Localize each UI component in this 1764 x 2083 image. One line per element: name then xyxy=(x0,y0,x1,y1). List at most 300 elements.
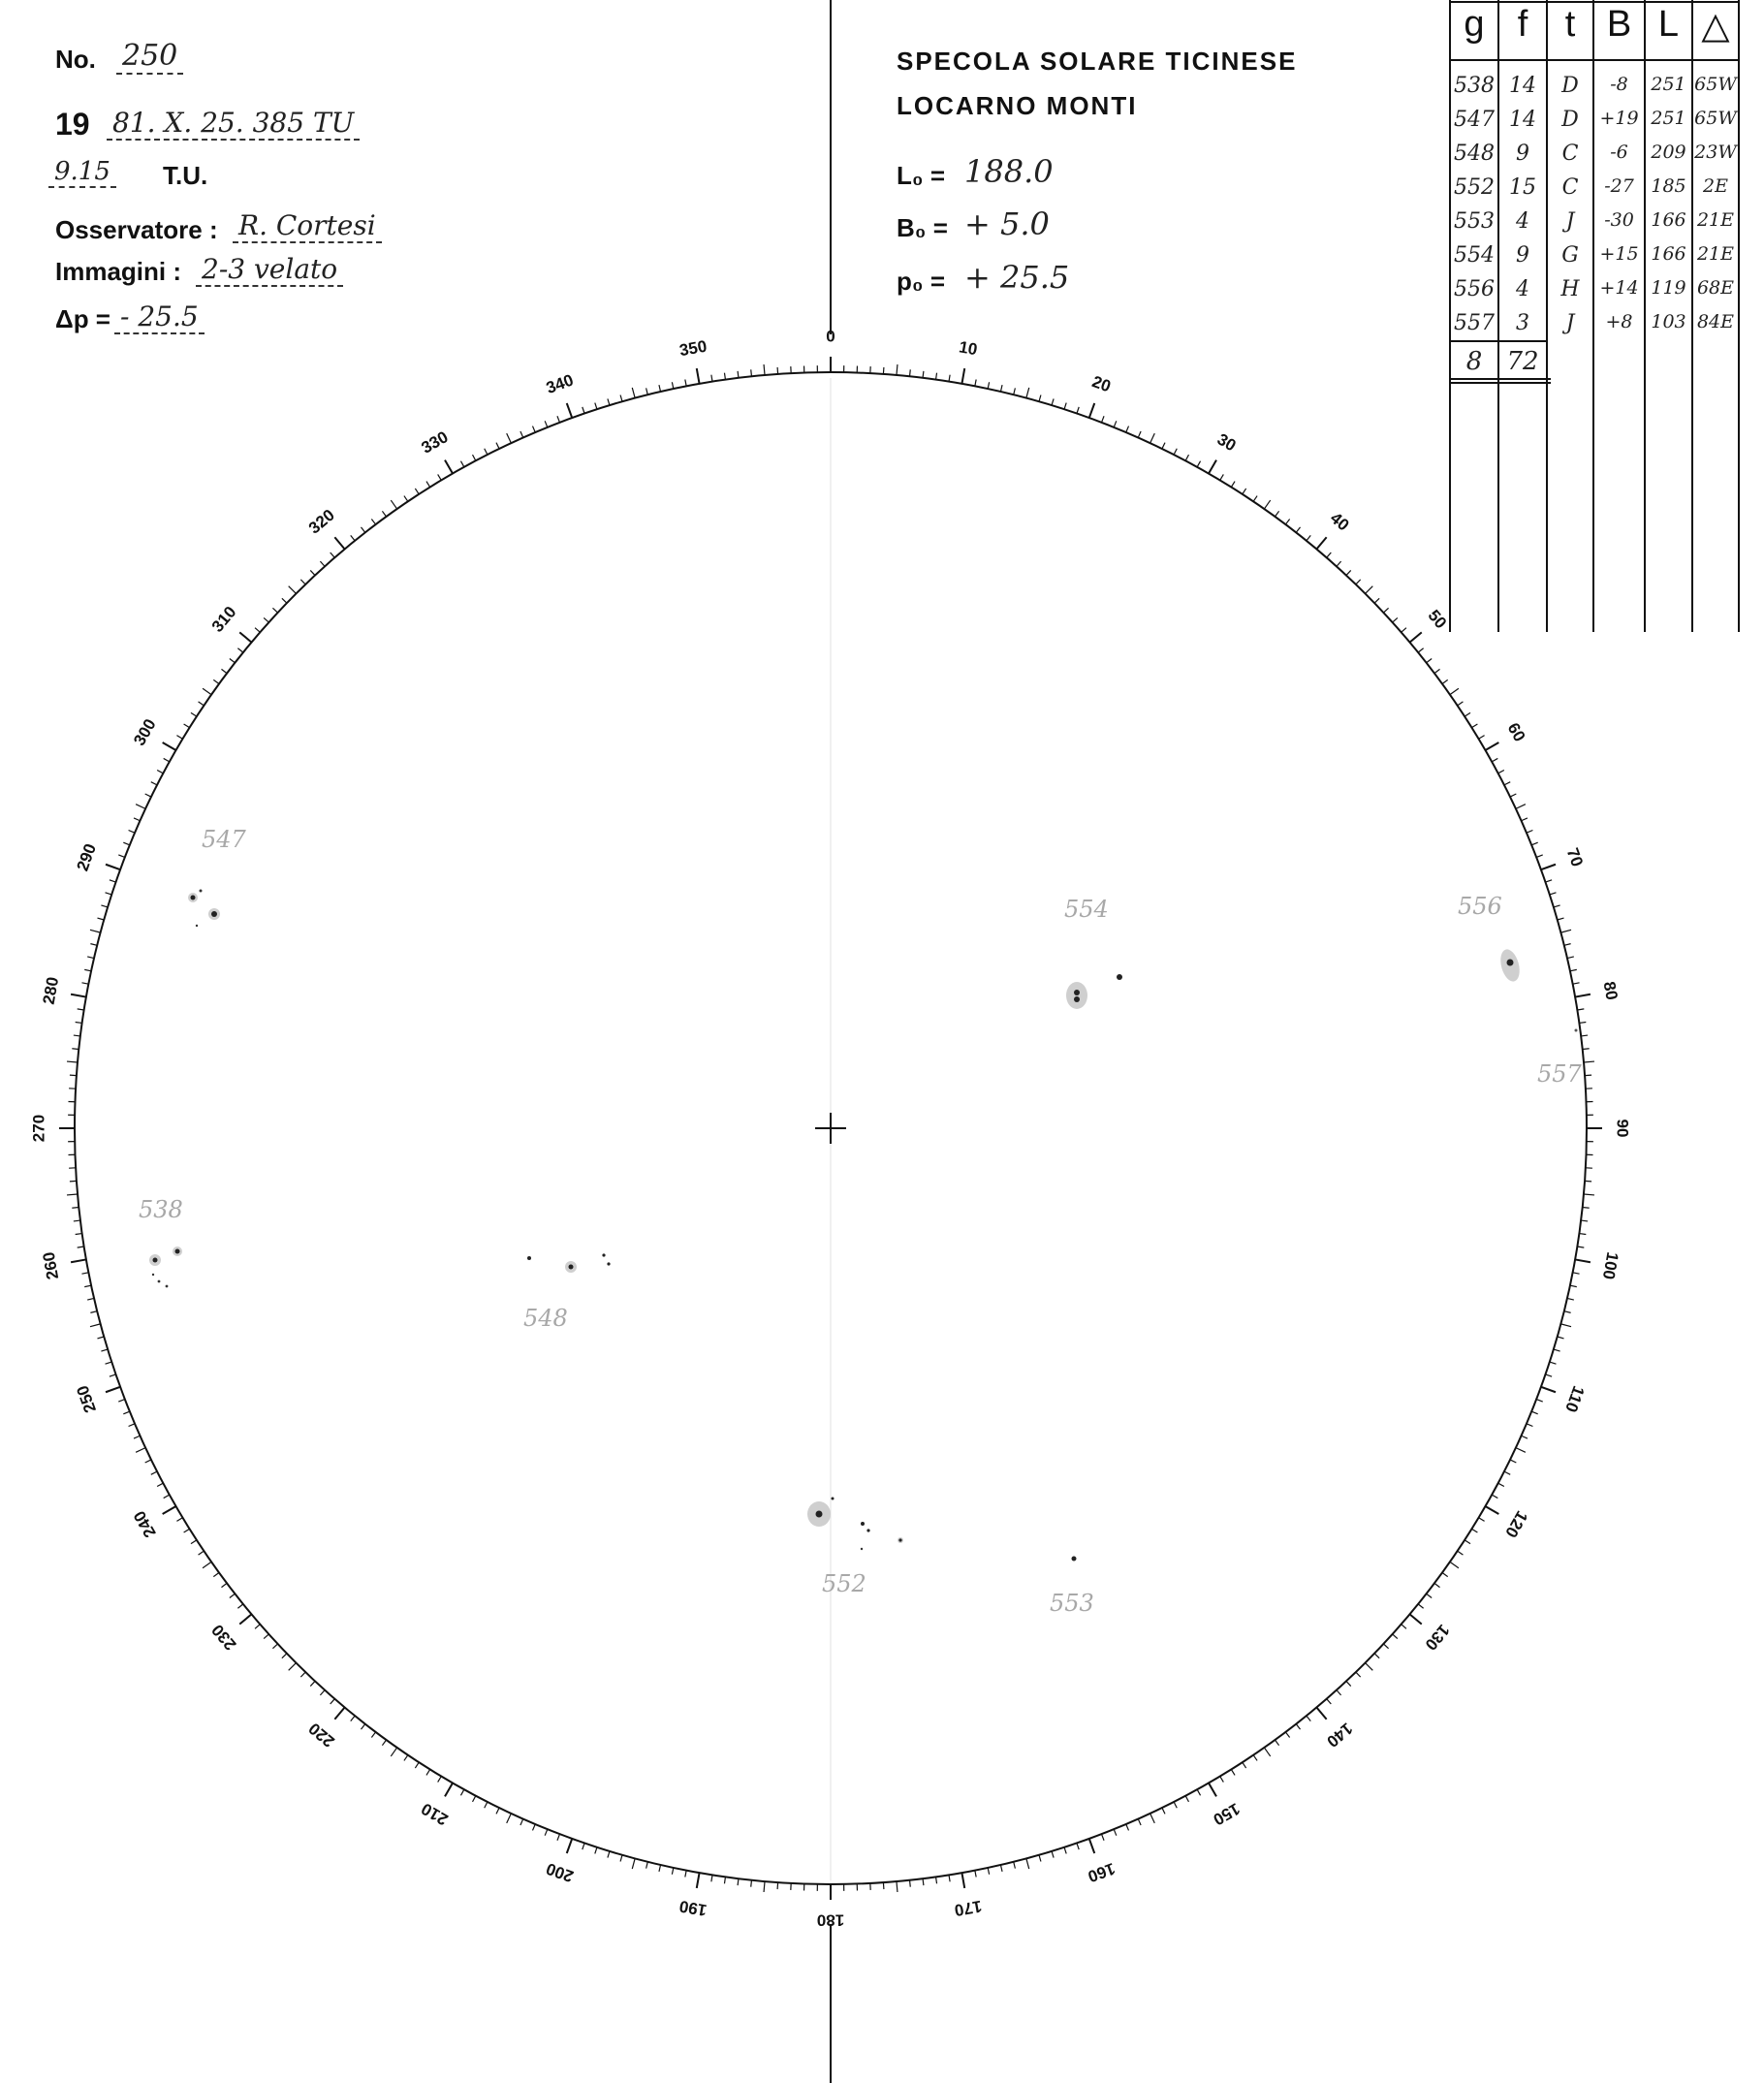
scale-tick xyxy=(101,905,108,907)
scale-tick xyxy=(289,586,297,594)
scale-tick xyxy=(936,1877,937,1883)
scale-tick xyxy=(1316,1708,1326,1720)
scale-tick xyxy=(1296,527,1300,533)
scale-tick xyxy=(1584,1194,1594,1195)
scale-tick xyxy=(520,431,523,437)
region-label-554: 554 xyxy=(1064,896,1109,923)
scale-tick xyxy=(1410,1614,1422,1624)
scale-tick xyxy=(1579,1022,1586,1023)
scale-tick xyxy=(239,632,251,642)
scale-tick xyxy=(136,805,145,809)
scale-tick xyxy=(163,742,176,750)
scale-label: 230 xyxy=(207,1621,240,1655)
sunspot-group-557 xyxy=(1575,1029,1578,1032)
scale-tick xyxy=(1550,893,1557,895)
b0-value: + 5.0 xyxy=(964,205,1050,242)
scale-tick xyxy=(1346,570,1351,575)
scale-label: 20 xyxy=(1089,372,1114,396)
scale-tick xyxy=(1516,1448,1526,1453)
scale-tick xyxy=(595,1847,597,1854)
scale-tick xyxy=(659,385,661,392)
scale-tick xyxy=(711,1875,712,1881)
scale-tick xyxy=(910,369,911,376)
scale-tick xyxy=(608,1851,610,1858)
table-cell-group: 553 xyxy=(1454,209,1495,234)
total-spots: 72 xyxy=(1506,347,1539,376)
scale-tick xyxy=(1531,842,1537,845)
scale-tick xyxy=(361,1724,364,1730)
observer-value: R. Cortesi xyxy=(233,209,382,243)
scale-tick xyxy=(1052,1851,1054,1858)
scale-tick xyxy=(1516,805,1526,809)
table-cell-spots: 14 xyxy=(1509,74,1536,98)
scale-tick xyxy=(961,368,964,384)
scale-tick xyxy=(1479,736,1485,740)
scale-label: 310 xyxy=(207,602,240,636)
scale-tick xyxy=(1498,771,1504,773)
scale-tick xyxy=(1275,511,1278,517)
scale-tick xyxy=(1450,1562,1459,1567)
scale-tick xyxy=(81,1273,88,1274)
sunspot-group-554 xyxy=(1066,974,1122,1009)
scale-tick xyxy=(1442,1572,1448,1576)
scale-tick xyxy=(485,1802,488,1808)
scale-tick xyxy=(507,1814,512,1823)
scale-tick xyxy=(507,433,512,443)
table-cell-group: 548 xyxy=(1454,142,1495,166)
scale-tick xyxy=(1316,537,1326,549)
region-label-552: 552 xyxy=(822,1570,866,1597)
scale-tick xyxy=(1434,1583,1440,1587)
scale-label: 40 xyxy=(1326,508,1353,535)
scale-label: 100 xyxy=(1598,1250,1622,1281)
scale-tick xyxy=(123,842,129,845)
scale-tick xyxy=(1527,1424,1532,1427)
region-label-553: 553 xyxy=(1050,1590,1094,1617)
table-cell-cmd: 65W xyxy=(1694,108,1737,129)
scale-tick xyxy=(164,1495,170,1498)
scale-tick xyxy=(1575,1259,1591,1262)
scale-tick xyxy=(331,1699,335,1704)
scale-tick xyxy=(1418,1604,1423,1608)
table-cell-cmd: 68E xyxy=(1696,277,1735,299)
scale-tick xyxy=(191,712,197,716)
p0-label: p₀ = xyxy=(897,267,946,296)
scale-tick xyxy=(1465,712,1470,716)
scale-tick xyxy=(320,561,325,566)
scale-tick xyxy=(300,580,305,584)
scale-tick xyxy=(382,511,386,517)
scale-tick xyxy=(1138,431,1141,437)
table-cell-group: 552 xyxy=(1454,175,1495,200)
table-cell-lon: 166 xyxy=(1651,243,1686,265)
table-cell-lon: 209 xyxy=(1651,142,1686,163)
scale-tick xyxy=(1052,398,1054,405)
scale-tick xyxy=(1253,496,1257,502)
scale-tick xyxy=(1077,1844,1079,1850)
scale-tick xyxy=(272,608,277,613)
scale-tick xyxy=(445,1783,453,1796)
scale-tick xyxy=(1427,658,1433,662)
scale-tick xyxy=(426,482,430,488)
scale-tick xyxy=(426,1769,430,1775)
scale-tick xyxy=(1458,1551,1464,1555)
scale-tick xyxy=(145,1460,151,1463)
scale-tick xyxy=(1356,1672,1361,1677)
scale-tick xyxy=(1418,648,1423,652)
scale-tick xyxy=(473,1796,476,1802)
scale-tick xyxy=(334,1708,344,1720)
scale-tick xyxy=(1471,724,1477,728)
disk-center-cross xyxy=(815,1113,846,1144)
scale-label: 80 xyxy=(1599,980,1622,1002)
l0-label: L₀ = xyxy=(897,161,946,190)
scale-tick xyxy=(74,1220,80,1221)
header-delta: △ xyxy=(1701,6,1730,47)
table-cell-cmd: 65W xyxy=(1694,74,1737,95)
scale-tick xyxy=(520,1819,523,1825)
scale-tick xyxy=(1383,608,1388,613)
number-label: No. xyxy=(55,45,96,74)
scale-tick xyxy=(1570,969,1577,970)
scale-tick xyxy=(1560,930,1571,932)
scale-tick xyxy=(310,570,315,575)
scale-tick xyxy=(532,1824,535,1830)
scale-tick xyxy=(1114,1829,1117,1835)
scale-tick xyxy=(949,375,950,382)
scale-tick xyxy=(949,1875,950,1881)
images-label: Immagini : xyxy=(55,257,182,286)
scale-tick xyxy=(74,1035,80,1036)
scale-label: 220 xyxy=(304,1719,338,1752)
scale-tick xyxy=(76,1022,82,1023)
scale-tick xyxy=(988,382,989,389)
scale-tick xyxy=(106,1362,112,1364)
scale-tick xyxy=(176,736,182,740)
scale-tick xyxy=(923,371,924,378)
table-cell-type: D xyxy=(1561,74,1579,98)
scale-tick xyxy=(97,918,104,920)
scale-tick xyxy=(415,489,419,494)
scale-tick xyxy=(1498,1483,1504,1486)
scale-tick xyxy=(334,537,344,549)
delta-p-label: Δp = xyxy=(55,304,110,333)
scale-label: 160 xyxy=(1085,1858,1118,1886)
scale-tick xyxy=(1243,489,1246,494)
scale-tick xyxy=(1393,1634,1398,1639)
scale-tick xyxy=(1039,1855,1041,1862)
scale-tick xyxy=(1567,957,1574,959)
scale-tick xyxy=(724,373,725,380)
table-cell-spots: 9 xyxy=(1516,142,1529,166)
scale-tick xyxy=(87,1298,94,1300)
scale-tick xyxy=(1275,1740,1278,1746)
table-cell-lat: +14 xyxy=(1599,277,1639,299)
scale-label: 210 xyxy=(418,1799,452,1829)
scale-tick xyxy=(415,1762,419,1768)
table-cell-cmd: 84E xyxy=(1696,311,1735,332)
scale-tick xyxy=(1077,407,1079,414)
scale-tick xyxy=(1583,1049,1590,1050)
scale-tick xyxy=(1000,385,1002,392)
table-cell-group: 554 xyxy=(1454,243,1495,268)
scale-tick xyxy=(1374,1654,1379,1658)
scale-tick xyxy=(255,1625,260,1629)
scale-tick xyxy=(1465,1540,1470,1544)
scale-tick xyxy=(145,794,151,797)
scale-tick xyxy=(1162,443,1165,449)
scale-tick xyxy=(1479,1518,1485,1522)
scale-tick xyxy=(1064,1847,1066,1854)
scale-tick xyxy=(157,771,163,773)
delta-p-value: - 25.5 xyxy=(114,300,205,334)
scale-tick xyxy=(203,1562,211,1567)
scale-tick xyxy=(1536,855,1543,858)
scale-tick xyxy=(923,1878,924,1885)
scale-tick xyxy=(391,500,396,509)
scale-tick xyxy=(485,449,488,455)
scale-label: 300 xyxy=(130,715,160,749)
scale-tick xyxy=(221,1583,227,1587)
table-cell-cmd: 2E xyxy=(1703,175,1728,197)
scale-tick xyxy=(1492,758,1497,761)
scale-tick xyxy=(764,1881,765,1892)
scale-tick xyxy=(1089,403,1094,418)
scale-tick xyxy=(371,1732,375,1738)
table-cell-lat: +8 xyxy=(1605,311,1633,332)
sunspot-group-547 xyxy=(188,890,220,928)
scale-tick xyxy=(1337,561,1341,566)
scale-tick xyxy=(1485,1506,1498,1514)
scale-tick xyxy=(71,994,86,997)
scale-tick xyxy=(1231,1769,1235,1775)
scale-tick xyxy=(532,426,535,432)
table-cell-spots: 3 xyxy=(1516,311,1529,335)
table-cell-spots: 15 xyxy=(1509,175,1536,200)
scale-tick xyxy=(1089,1839,1094,1853)
scale-label: 290 xyxy=(73,840,101,874)
scale-tick xyxy=(1458,702,1464,706)
scale-tick xyxy=(1327,1699,1332,1704)
scale-tick xyxy=(897,364,898,375)
table-cell-type: D xyxy=(1561,108,1579,132)
scale-label: 240 xyxy=(130,1507,160,1541)
scale-tick xyxy=(1296,1724,1300,1730)
scale-tick xyxy=(1307,1716,1310,1720)
header-f: f xyxy=(1517,4,1528,45)
scale-tick xyxy=(1327,552,1332,557)
scale-tick xyxy=(1366,1663,1373,1671)
scale-tick xyxy=(1584,1061,1594,1062)
scale-tick xyxy=(106,893,112,895)
scale-tick xyxy=(272,1644,277,1649)
table-cell-cmd: 21E xyxy=(1696,209,1735,231)
scale-label: 170 xyxy=(953,1896,984,1920)
scale-tick xyxy=(1174,449,1177,455)
scale-tick xyxy=(659,1865,661,1872)
scale-tick xyxy=(975,1871,976,1878)
header-g: g xyxy=(1464,4,1485,45)
scale-tick xyxy=(1102,416,1105,423)
scale-tick xyxy=(72,1208,79,1209)
scale-tick xyxy=(910,1880,911,1887)
scale-tick xyxy=(595,403,597,410)
scale-tick xyxy=(697,368,700,384)
table-cell-cmd: 23W xyxy=(1694,142,1737,163)
scale-tick xyxy=(101,1349,108,1351)
scale-tick xyxy=(1427,1594,1433,1597)
scale-tick xyxy=(1579,1234,1586,1235)
scale-tick xyxy=(1504,1471,1510,1474)
scale-tick xyxy=(1174,1802,1177,1808)
scale-tick xyxy=(438,1777,442,1783)
scale-tick xyxy=(1209,1783,1216,1796)
scale-tick xyxy=(1564,944,1571,946)
scale-tick xyxy=(282,598,287,603)
scale-tick xyxy=(1546,880,1553,882)
scale-tick xyxy=(1114,421,1117,426)
scale-tick xyxy=(1264,1748,1270,1756)
scale-tick xyxy=(1366,586,1373,594)
scale-tick xyxy=(1102,1834,1105,1841)
l0-value: 188.0 xyxy=(964,153,1054,190)
scale-tick xyxy=(300,1672,305,1677)
scale-tick xyxy=(67,1194,78,1195)
scale-tick xyxy=(545,421,548,426)
time-value: 9.15 xyxy=(48,157,116,188)
sunspot-group-538 xyxy=(149,1247,182,1287)
table-cell-lat: -8 xyxy=(1610,74,1628,95)
scale-tick xyxy=(1554,1349,1560,1351)
table-cell-lon: 166 xyxy=(1651,209,1686,231)
scale-tick xyxy=(1570,1285,1577,1286)
header-b: B xyxy=(1606,4,1632,45)
scale-label: 70 xyxy=(1562,845,1587,869)
total-groups: 8 xyxy=(1465,347,1483,376)
b0-label: B₀ = xyxy=(897,213,948,242)
table-cell-cmd: 21E xyxy=(1696,243,1735,265)
scale-tick xyxy=(685,1871,686,1878)
table-cell-type: G xyxy=(1561,243,1579,268)
table-cell-type: J xyxy=(1565,209,1575,234)
year-prefix: 19 xyxy=(55,107,90,142)
scale-tick xyxy=(1522,1436,1528,1438)
scale-tick xyxy=(320,1690,325,1695)
scale-tick xyxy=(738,371,739,378)
scale-tick xyxy=(1536,1400,1543,1403)
sunspot-group-548 xyxy=(527,1253,611,1273)
scale-label: 130 xyxy=(1421,1621,1454,1655)
scale-tick xyxy=(404,1755,408,1761)
scale-tick xyxy=(151,1471,157,1474)
observatory-location: LOCARNO MONTI xyxy=(897,91,1138,120)
header-t: t xyxy=(1564,4,1576,45)
scale-label: 330 xyxy=(418,427,452,458)
table-cell-lon: 103 xyxy=(1651,311,1686,332)
scale-tick xyxy=(1485,742,1498,750)
scale-tick xyxy=(1581,1220,1588,1221)
scale-tick xyxy=(1550,1362,1557,1364)
time-suffix: T.U. xyxy=(163,161,208,190)
table-cell-type: J xyxy=(1565,311,1575,335)
header-l: L xyxy=(1657,4,1680,45)
scale-tick xyxy=(620,1855,622,1862)
scale-label: 280 xyxy=(39,975,63,1006)
scale-tick xyxy=(1531,1411,1537,1414)
scale-tick xyxy=(176,1518,182,1522)
sunspot-group-552 xyxy=(807,1498,903,1551)
scale-tick xyxy=(1527,830,1532,833)
scale-tick xyxy=(164,758,170,761)
scale-tick xyxy=(975,379,976,386)
scale-tick xyxy=(1337,1690,1341,1695)
scale-tick xyxy=(87,957,94,959)
scale-tick xyxy=(473,455,476,460)
scale-tick xyxy=(1504,782,1510,785)
table-cell-spots: 4 xyxy=(1516,277,1529,301)
scale-tick xyxy=(1410,632,1422,642)
scale-tick xyxy=(237,648,242,652)
scale-tick xyxy=(230,658,236,662)
p0-value: + 25.5 xyxy=(964,259,1070,296)
scale-tick xyxy=(118,1400,125,1403)
table-cell-lon: 119 xyxy=(1651,277,1686,299)
table-cell-lon: 251 xyxy=(1651,74,1686,95)
scale-tick xyxy=(936,373,937,380)
scale-tick xyxy=(184,1529,190,1532)
scale-tick xyxy=(496,1808,499,1814)
scale-tick xyxy=(620,395,622,401)
scale-tick xyxy=(1126,426,1129,432)
scale-tick xyxy=(1581,1035,1588,1036)
observatory-name: SPECOLA SOLARE TICINESE xyxy=(897,47,1298,76)
scale-tick xyxy=(1209,460,1216,474)
scale-tick xyxy=(711,375,712,382)
scale-tick xyxy=(1197,461,1200,467)
scale-tick xyxy=(134,818,140,821)
table-cell-group: 538 xyxy=(1454,74,1495,98)
scale-tick xyxy=(199,1551,205,1555)
scale-tick xyxy=(351,1716,355,1720)
scale-tick xyxy=(583,407,584,414)
table-cell-spots: 14 xyxy=(1509,108,1536,132)
scale-tick xyxy=(1554,905,1560,907)
scale-tick xyxy=(230,1594,236,1597)
scale-tick xyxy=(184,724,190,728)
scale-tick xyxy=(84,1285,91,1286)
sunspot-group-556 xyxy=(1497,947,1523,984)
scale-tick xyxy=(151,782,157,785)
scale-tick xyxy=(1510,1460,1516,1463)
scale-tick xyxy=(221,669,227,673)
scale-label: 250 xyxy=(73,1382,101,1416)
scale-tick xyxy=(1185,455,1188,460)
observer-label: Osservatore : xyxy=(55,215,218,244)
number-value: 250 xyxy=(116,39,183,75)
scale-tick xyxy=(1492,1495,1497,1498)
scale-tick xyxy=(1014,388,1016,395)
scale-label: 30 xyxy=(1213,429,1240,456)
table-cell-group: 547 xyxy=(1454,108,1495,132)
scale-tick xyxy=(163,1506,176,1514)
table-cell-lat: -30 xyxy=(1604,209,1634,231)
scale-tick xyxy=(1541,1387,1556,1392)
scale-tick xyxy=(1442,679,1448,683)
table-cell-group: 556 xyxy=(1454,277,1495,301)
scale-tick xyxy=(1138,1819,1141,1825)
scale-label: 180 xyxy=(816,1910,845,1930)
scale-tick xyxy=(697,1873,700,1888)
